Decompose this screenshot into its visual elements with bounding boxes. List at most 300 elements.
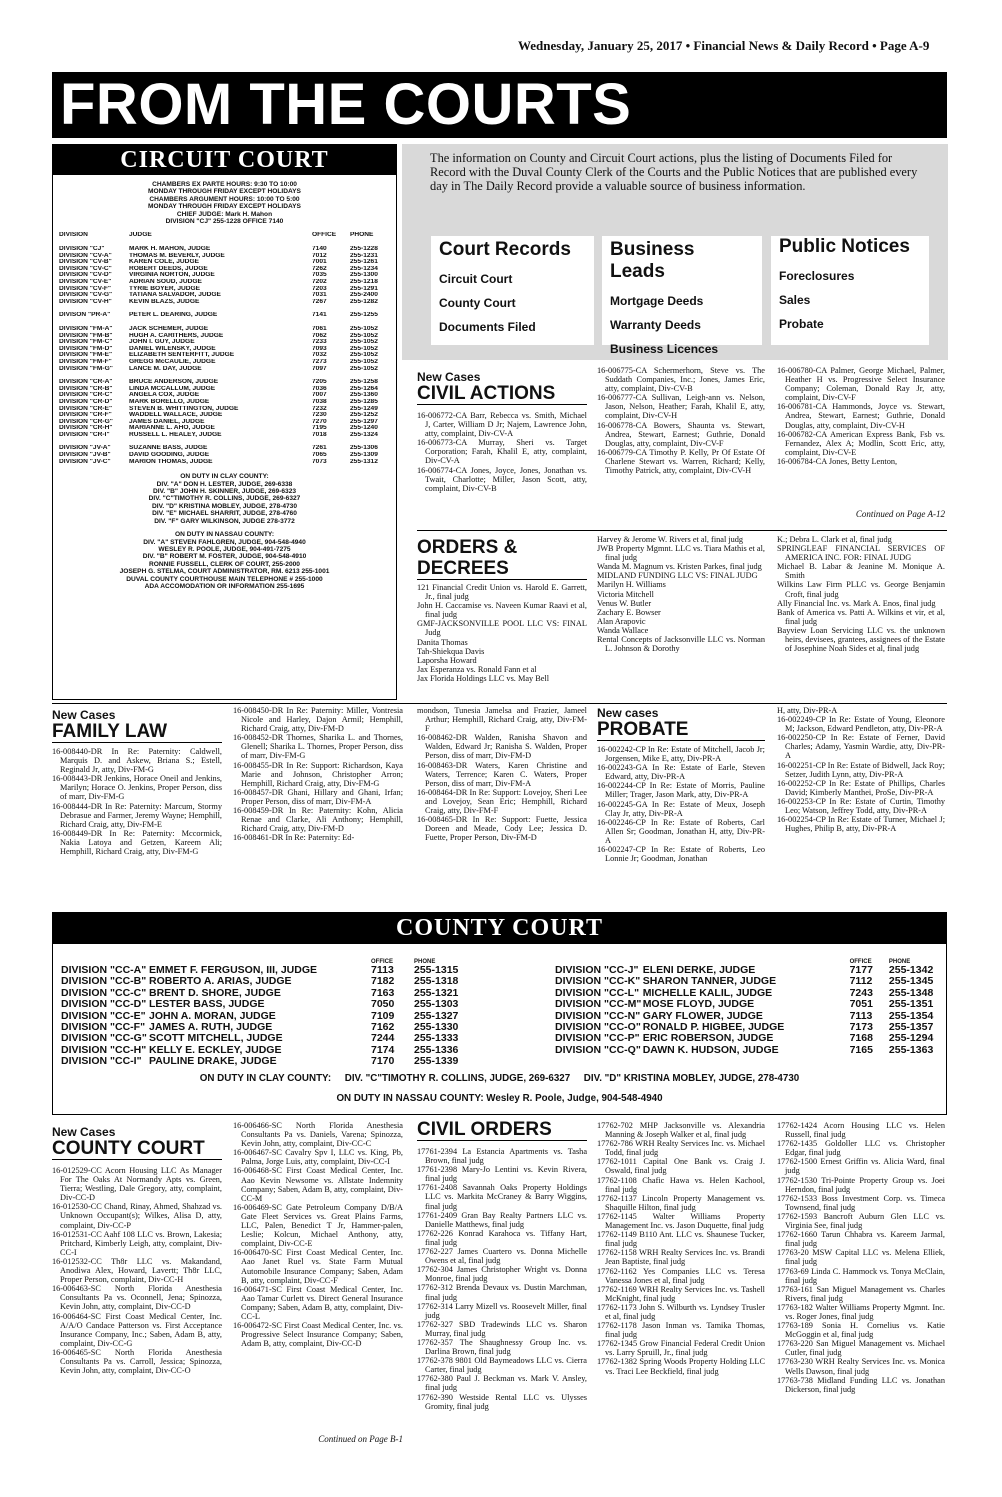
section-title: CIVIL ORDERS [417,1120,587,1141]
text-line: DUVAL COUNTY COURTHOUSE MAIN TELEPHONE # 255-1000 [126,575,323,583]
table-row [59,392,389,399]
table-cell: MARK BORELLO, JUDGE [129,398,210,405]
probate-header [597,706,765,741]
table-cell: 7038 [312,398,327,405]
case-entry: 16-006470-SC First Coast Medical Center, Inc. Aao Janet Ruel vs. State Farm Mutual Automobile Insurance Company; Saben, Adam B, atty, complaint, Div-CC-F [233,1248,403,1285]
county-court-title: COUNTY COURT [53,913,946,944]
table-cell: DIVISION "CC-E" [61,1009,146,1022]
table-cell: PAULINE DRAKE, JUDGE [149,1055,277,1068]
case-entry: MIDLAND FUNDING LLC VS: FINAL JUDG [597,571,758,581]
table-cell: 7170 [371,1055,395,1068]
table-cell: 7165 [849,1043,873,1056]
table-cell: THOMAS M. BEVERLY, JUDGE [129,252,225,259]
case-entry: 17763-161 San Miguel Management vs. Charles Rivers, final judg [777,1284,945,1303]
card-item: Foreclosures [779,269,855,283]
section-kicker: New Cases [52,708,116,722]
table-row [61,1056,474,1067]
case-entry: 17761-2398 Mary-Jo Lentini vs. Kevin Rivera, final judg [417,1165,587,1184]
table-cell: 255-1315 [414,964,459,976]
case-entry: Bayview Loan Servicing LLC vs. the unknown heirs, devisees, grantees, assignees of the Estate of Josephine Noah Sides et al, final judg [777,625,945,654]
case-entry: 17762-1145 Walter Williams Property Management Inc. vs. Jason Duquette, final judg [597,1211,765,1231]
probate-col-2 [777,706,945,906]
card-business-leads [602,236,762,356]
table-row [59,432,389,439]
case-entry: 16-006772-CA Barr, Rebecca vs. Smith, Michael J, Carter, William D Jr; Najem, Lawrence John, atty, complaint, Div-CV-A [417,411,587,439]
table-cell: DIVISION "JV-B" [59,452,111,459]
case-entry: 17762-1533 Boss Investment Corp. vs. Timeca Townsend, final judg [777,1193,945,1212]
table-cell: JAMES DANIEL, JUDGE [129,418,205,425]
table-row [59,286,389,293]
case-entry: Zachary E. Bowser [597,607,661,617]
case-entry: 16-008444-DR In Re: Paternity: Marcum, Stormy Debrasue and Farmer, Jeremy Wayne; Hemphill, Richard Craig, atty, Div-FM-E [52,801,222,829]
text-line: DIV. "A" DON H. LESTER, JUDGE, 269-6338 [156,480,293,488]
table-cell: 255-1363 [888,1043,934,1056]
text-line: DIV. "C"TIMOTHY R. COLLINS, JUDGE, 269-6327 [148,495,301,503]
table-cell: DIVISION "FM-A" [59,325,113,332]
case-entry: Alan Arapovic [597,616,646,626]
civil-actions-col-3 [777,366,945,506]
case-entry: 16-008459-DR In Re: Paternity: Kohn, Alicia Renae and Clarke, Ali Anthony; Hemphill, Richard Craig, atty, Div-FM-D [233,806,403,834]
case-entry: 17762-1345 Grow Financial Federal Credit Union vs. Larry Spruill, Jr., final judg [597,1339,765,1358]
case-entry: 16-006469-SC Gate Petroleum Company D/B/A Gate Fleet Services vs. Great Plains Farms, LLC, Palen, Benedict T Jr, Hammer-palen, Leslie; Kolcun, Michael Anthony, atty, complaint, Div-CC-E [233,1202,403,1249]
text-line: CHIEF JUDGE: Mark H. Mahon [176,210,273,218]
case-entry: K.; Debra L. Clark et al, final judg [777,535,892,544]
table-cell: ANGELA COX, JUDGE [129,392,200,399]
table-cell: DIVISION "CV-G" [59,292,113,299]
table-cell: BRUCE ANDERSON, JUDGE [129,379,219,386]
table-row [59,333,389,340]
case-entry: 16-008461-DR In Re: Paternity: Ed- [233,833,355,843]
table-row [59,359,389,366]
card-court-records [431,236,594,345]
case-entry: 16-006780-CA Palmer, George Michael, Palmer, Heather H vs. Progressive Select Insurance Company; Coleman, Donald Ray Jr, atty, complaint, Div-CV-F [777,366,945,403]
case-entry: 16-002247-CP In Re: Estate of Roberts, Leo Lonnie Jr; Goodman, Jonathan [597,845,765,864]
table-cell: 7141 [312,312,327,319]
table-cell: 7262 [312,265,327,272]
case-entry: Ally Financial Inc. vs. Mark A. Enos, final judg [777,598,936,608]
case-entry: 16-006464-SC First Coast Medical Center, Inc. A/A/O Candace Patterson vs. First Acceptance Insurance Company, Inc.; Saben, Adam B, atty, complaint, Div-CC-G [52,1311,222,1348]
table-row [59,419,389,426]
case-entry: 17762-1173 John S. Wilburth vs. Lyndsey Trusler et al, final judg [597,1302,765,1321]
table-cell: EMMET F. FERGUSON, III, JUDGE [149,964,318,976]
county-cases-col-2 [233,1121,403,1431]
case-entry: 17762-1178 Jason Inman vs. Tamika Thomas, final judg [597,1321,765,1340]
case-entry: 16-006465-SC North Florida Anesthesia Consultants Pa vs. Carroll, Jessica; Spinozza, Kevin John, atty, complaint, Div-CC-O [52,1347,222,1376]
text-line: RONNIE FUSSELL, CLERK OF COURT, 255-2000 [149,560,300,568]
table-cell: RONALD P. HIGBEE, JUDGE [642,1021,785,1034]
civil-orders-col-1 [417,1147,587,1472]
case-entry: 16-008465-DR In Re: Support: Fuette, Jessica Doreen and Meade, Cody Lee; Jessica D. Fuette, Proper Person, Div-FM-D [417,815,587,843]
table-cell: KELLY E. ECKLEY, JUDGE [149,1043,282,1056]
text-line: WESLEY R. POOLE, JUDGE, 904-491-7275 [158,545,291,553]
case-entry: mondson, Tunesia Jamelsa and Frazier, Jameel Arthur; Hemphill, Richard Craig, atty, Div-FM-F [417,706,587,734]
table-cell: 7062 [312,332,327,339]
case-entry: 16-006777-CA Sullivan, Leigh-ann vs. Nelson, Jason, Nelson, Heather; Farah, Khalil E, atty, complaint, Div-CV-H [597,393,765,421]
circuit-court-box [52,144,397,700]
column-header: OFFICE [371,959,393,965]
table-cell: 255-1297 [350,418,378,425]
table-cell: DAWN K. HUDSON, JUDGE [642,1043,779,1056]
case-entry: JWB Property Mgmnt. LLC vs. Tiara Mathis et al, final judg [597,544,765,563]
table-cell: 255-1255 [350,312,378,319]
civil-actions-header [417,370,587,405]
case-entry: 17762-1169 WRH Realty Services Inc. vs. Tashell McKnight, final judg [597,1284,765,1303]
case-entry: Rental Concepts of Jacksonville LLC vs. Norman L. Johnson & Dorothy [597,635,765,654]
table-cell: ELENI DERKE, JUDGE [642,964,756,976]
case-entry: 17763-69 Linda C. Hammock vs. Tonya McClain, final judg [777,1266,945,1285]
card-item: Business Licences [610,342,719,356]
table-row [59,272,389,279]
case-entry: 16-008452-DR Thornes, Sharika L. and Thornes, Glenell; Sharika L. Thornes, Proper Person, diss of marr, Div-FM-G [233,733,403,761]
case-entry: Tah-Shiekqua Davis [417,646,485,656]
table-cell: 255-1052 [350,325,378,332]
table-cell: 255-1231 [350,252,378,259]
table-cell: 255-1052 [350,358,378,365]
table-cell: JOHN A. MORAN, JUDGE [149,1009,276,1022]
table-cell: TATIANA SALVADOR, JUDGE [129,292,221,299]
case-entry: 17762-1382 Spring Woods Property Holding LLC vs. Traci Lee Beckfield, final judg [597,1357,765,1376]
text-line: JOSEPH G. STELMA, COURT ADMINISTRATOR, RM. 6213 255-1001 [119,568,330,576]
table-cell: 7113 [371,964,394,976]
case-entry: 16-006471-SC First Coast Medical Center, Inc. Aao Tamar Curlett vs. Direct General Insurance Company; Saben, Adam B, atty, complaint, Div-CC-L [233,1284,403,1321]
table-cell: 7244 [371,1032,395,1045]
table-cell: 7261 [312,445,327,452]
case-entry: Harvey & Jerome W. Rivers et al, final judg [597,535,744,544]
case-entry: 16-006779-CA Timothy P. Kelly, Pr Of Estate Of Charlene Stewart vs. Warren, Richard; Kelly, Timothy Patrick, atty, complaint, Div-CV-H [597,447,765,476]
case-entry: 16-002242-CP In Re: Estate of Mitchell, Jacob Jr; Jorgensen, Mike E, atty, Div-PR-A [597,745,765,764]
table-cell: DIVISION "CC-G" [61,1032,147,1045]
table-cell: DIVISION "FM-G" [59,365,113,372]
table-cell: 7168 [849,1032,873,1045]
civil-orders-header [417,1120,587,1141]
case-entry: 17763-220 San Miguel Management vs. Michael Cutler, final judg [777,1339,945,1358]
table-cell: DIVISION "FM-F" [59,358,112,365]
section-title: FAMILY LAW [52,722,222,743]
case-entry: H, atty, Div-PR-A [777,706,838,715]
table-row [59,412,389,419]
table-cell: 7267 [312,298,327,305]
case-entry: Marilyn H. Williams [597,580,666,590]
table-cell: TYRIE BOYER, JUDGE [129,285,201,292]
text-line: ON DUTY IN CLAY COUNTY: [180,473,269,481]
case-entry: 16-008449-DR In Re: Paternity: Mccormick, Nakia Latoya and Getzen, Kareem Ali; Hemphill, Richard Craig, atty, Div-FM-G [52,828,222,857]
case-entry: 16-006781-CA Hammonds, Joyce vs. Stewart, Andrea, Stewart, Earnest; Guthrie, Donald Douglas, atty, complaint, Div-CV-H [777,402,945,430]
table-row [59,346,389,353]
orders-col-2 [597,535,765,695]
section-title: PROBATE [597,720,765,741]
table-cell: ELIZABETH SENTERFITT, JUDGE [129,352,235,359]
case-entry: 16-006472-SC First Coast Medical Center, Inc. vs. Progressive Select Insurance Company; Saben, Adam B, atty, complaint, Div-CC-D [233,1321,403,1349]
case-entry: 17762-1424 Acorn Housing LLC vs. Helen Russell, final judg [777,1121,945,1140]
table-cell: DIVISION "CC-K" [555,975,641,988]
table-cell: JAMES A. RUTH, JUDGE [149,1021,273,1034]
text-line: DIV. "B" ROBERT M. FOSTER, JUDGE, 904-548-4910 [142,553,307,561]
case-entry: 16-008463-DR Waters, Karen Christine and Waters, Terrence; Karen C. Waters, Proper Person, diss of marr, Div-FM-A [417,760,587,788]
column-header: OFFICE [849,959,872,965]
table-cell: MICHELLE KALIL, JUDGE [642,986,773,999]
table-cell: 7031 [312,292,327,299]
table-cell: 255-1309 [350,452,378,459]
table-cell: SCOTT MITCHELL, JUDGE [149,1032,283,1045]
table-cell: DIVISION "CC-I" [61,1055,142,1068]
case-entry: 17761-2409 Gran Bay Realty Partners LLC vs. Danielle Matthews, final judg [417,1210,587,1229]
case-entry: 17762-314 Larry Mizell vs. Roosevelt Miller, final judg [417,1301,587,1320]
table-cell: ROBERTO A. ARIAS, JUDGE [149,975,292,988]
text-line: DIV. "A" STEVEN FAHLGREN, JUDGE, 904-548-4940 [143,538,306,546]
case-entry: 17762-304 James Christopher Wright vs. Donna Monroe, final judg [417,1265,587,1284]
case-entry: 17762-378 9801 Old Baymeadows LLC vs. Cierra Carter, final judg [417,1356,587,1375]
table-cell: 255-1342 [888,964,934,976]
table-cell: DIVISION "CR-E" [59,405,113,412]
table-cell: 255-1218 [350,279,378,285]
table-cell: 255-1336 [414,1043,459,1056]
case-entry: 16-012531-CC Aahf 108 LLC vs. Brown, Lakesia; Pritchard, Kimberly Leigh, atty, complaint, Div-CC-I [52,1229,222,1257]
case-entry: 16-006773-CA Murray, Sheri vs. Target Corporation; Farah, Khalil E, atty, complaint, Div-CV-A [417,438,587,466]
case-entry: 16-002253-CP In Re: Estate of Curtin, Timothy Leo; Watson, Jeffrey Todd, atty, Div-PR-A [777,796,945,816]
case-entry: 17762-1500 Ernest Griffin vs. Alicia Ward, final judg [777,1157,945,1176]
table-row [555,1045,946,1056]
table-cell: 255-1321 [414,986,459,999]
table-cell: 7093 [312,345,327,352]
table-row [59,445,389,452]
table-row [59,279,389,286]
table-cell: DIVISION "CV-F" [59,285,112,292]
text-line: DIV. "B" JOHN H. SKINNER, JUDGE, 269-6323 [152,488,297,496]
table-cell: DIVISION "FM-C" [59,339,113,346]
table-cell: PETER L. DEARING, JUDGE [129,312,218,319]
table-cell: STEVEN B. WHITTINGTON, JUDGE [129,405,239,412]
table-cell: DIVISION "CJ" [59,246,105,253]
orders-col-1 [417,583,587,695]
text-line: ON DUTY IN NASSAU COUNTY: [174,531,275,539]
table-cell: DIVISION "CR-C" [59,392,113,399]
text-line: DIVISION "CJ" 255-1228 OFFICE 7140 [165,218,284,226]
table-cell: DIVISION "FM-E" [59,352,113,359]
section-kicker: New cases [597,706,659,720]
family-rule [52,703,947,704]
column-header: JUDGE [129,232,152,239]
table-cell: ERIC ROBERSON, JUDGE [642,1032,774,1045]
circuit-court-title: CIRCUIT COURT [53,145,396,175]
clay-duty-block [53,473,396,525]
table-cell: 255-1351 [888,998,934,1011]
table-cell: 7012 [312,252,327,259]
table-cell: DIVISION "CV-D" [59,272,112,279]
case-entry: 16-008440-DR In Re: Paternity: Caldwell, Marquis D. and Askew, Briana S.; Estell, Reginald Jr, atty, Div-FM-G [52,747,222,775]
case-entry: 16-002250-CP In Re: Estate of Ferner, David Charles; Adamy, Yasmin Wardie, atty, Div-PR-A [777,733,945,761]
case-entry: 16-002244-CP In Re: Estate of Morris, Pauline Miller; Trager, Jason Mark, atty, Div-PR-A [597,781,765,800]
table-cell: 255-1333 [414,1032,459,1045]
table-cell: DIVISION "CC-Q" [555,1043,641,1056]
case-entry: 17762-1435 Goldoller LLC vs. Christopher Edgar, final judg [777,1139,945,1158]
table-cell: DIVISION "CR-G" [59,418,113,425]
case-entry: 17762-380 Paul J. Beckman vs. Mark V. Ansley, final judg [417,1374,587,1393]
table-cell: 255-1330 [414,1021,459,1034]
card-item: County Court [439,296,516,310]
text-line: DIV. "D" KRISTINA MOBLEY, JUDGE, 278-4730 [151,502,297,510]
case-entry: Wanda M. Magnum vs. Kristen Parkes, final judg [597,562,762,572]
case-entry: 17762-1162 Yes Companies LLC vs. Teresa Vanessa Jones et al, final judg [597,1266,765,1285]
text-line: MONDAY THROUGH FRIDAY EXCEPT HOLIDAYS [148,203,301,211]
table-cell: 7140 [312,246,327,253]
masthead: FROM THE COURTS [52,72,947,138]
table-cell: 255-1282 [350,298,378,305]
table-cell: MARION THOMAS, JUDGE [129,458,213,465]
table-cell: 7065 [312,452,327,459]
card-item: Mortgage Deeds [610,294,704,308]
table-cell: MARIANNE L. AHO, JUDGE [129,425,215,432]
table-cell: 255-1258 [350,379,378,386]
table-cell: DIVISION "CC-D" [61,998,147,1011]
table-cell: WADDELL WALLACE, JUDGE [129,412,223,419]
table-cell: GREGG McCAULIE, JUDGE [129,358,216,365]
table-row [59,253,389,260]
civil-orders-col-3 [777,1121,945,1471]
case-entry: 17762-227 James Cuartero vs. Donna Michelle Owens et al, final judg [417,1247,587,1266]
case-entry: 16-006467-SC Cavalry Spv I, LLC vs. King, Pb, Palma, Jorge Luis, atty, complaint, Div-CC-I [233,1148,403,1167]
table-cell: 7032 [312,352,327,359]
table-cell: 7230 [312,412,327,419]
table-cell: 7195 [312,425,327,432]
case-entry: 16-002243-GA In Re: Estate of Earle, Steven Edward, atty, Div-PR-A [597,763,765,782]
case-entry: 17762-312 Brenda Devaux vs. Dustin Marchman, final judg [417,1283,587,1302]
table-cell: SHARON TANNER, JUDGE [642,975,777,988]
table-cell: 7001 [312,259,327,266]
case-entry: 17762-702 MHP Jacksonville vs. Alexandria Manning & Joseph Walker et al, final judg [597,1121,765,1140]
table-cell: 7061 [312,325,327,332]
case-entry: 17762-1530 Tri-Pointe Property Group vs. Joei Herndon, final judg [777,1175,945,1194]
table-cell: 7174 [371,1043,395,1056]
card-heading: Court Records [439,239,571,260]
table-cell: DIVISION "CC-J" [555,964,639,976]
table-cell: 7202 [312,279,327,285]
table-cell: JACK SCHEMER, JUDGE [129,325,209,332]
table-cell: 7112 [849,975,873,988]
table-cell: MARK H. MAHON, JUDGE [129,246,211,253]
table-cell: 7036 [312,385,327,392]
card-item: Documents Filed [439,320,536,334]
section-kicker: New Cases [417,370,481,384]
section-kicker: New Cases [52,1125,116,1139]
card-item: Probate [779,317,824,331]
case-entry: 17762-1011 Capital One Bank vs. Craig J. Oswald, final judg [597,1157,765,1176]
table-cell: 7035 [312,272,327,279]
table-cell: 7007 [312,392,327,399]
case-entry: Wanda Wallace [597,625,649,635]
table-cell: 255-1300 [350,272,378,279]
table-cell: DIVISION "CR-A" [59,379,113,386]
case-entry: 16-002249-CP In Re: Estate of Young, Eleonore M; Jackson, Edward Pendleton, atty, Div-PR-A [777,715,945,734]
table-cell: 7233 [312,339,327,346]
text-line: DIV. "E" MICHAEL SHARRIT, JUDGE, 278-4760 [152,510,297,518]
table-cell: 7205 [312,379,327,386]
county-clay-duty: ON DUTY IN CLAY COUNTY: DIV. "C"TIMOTHY R. COLLINS, JUDGE, 269-6327 DIV. "D" KRISTINA MOBLEY, JUDGE, 278-4730 [199,1073,800,1084]
case-entry: 17762-1660 Tarun Chhabra vs. Kareem Jarmal, final judg [777,1230,945,1249]
case-entry: 16-008464-DR In Re: Support: Lovejoy, Sheri Lee and Lovejoy, Sean Eric; Hemphill, Richard Craig, atty, Div-FM-F [417,787,587,816]
case-entry: Laporsha Howard [417,655,477,665]
table-cell: 7177 [849,964,873,976]
table-row [59,379,389,386]
table-cell: DIVISION "CV-B" [59,259,112,266]
table-cell: 7232 [312,405,327,412]
table-cell: DIVISION "CR-D" [59,398,113,405]
table-cell: DIVISION "CC-P" [555,1032,640,1045]
table-cell: MOSE FLOYD, JUDGE [642,998,755,1011]
table-cell: 7109 [371,1009,395,1022]
card-item: Warranty Deeds [610,318,701,332]
table-cell: LANCE M. DAY, JUDGE [129,365,202,372]
table-row [59,339,389,346]
table-cell: DIVISION "CV-A" [59,252,112,259]
table-cell: 255-1261 [350,259,378,266]
column-header: PHONE [888,959,911,965]
text-line: MONDAY THROUGH FRIDAY EXCEPT HOLIDAYS [148,188,301,196]
table-cell: 255-1249 [350,405,378,412]
table-row [59,292,389,299]
table-cell: 255-1291 [350,285,378,292]
case-entry: 16-002254-CP In Re: Estate of Turner, Michael J; Hughes, Philip B, atty, Div-PR-A [777,815,945,834]
table-row [59,425,389,432]
case-entry: 16-002246-CP In Re: Estate of Roberts, Carl Allen Sr; Goodman, Jonathan H, atty, Div-PR-A [597,817,765,845]
table-cell: 255-1318 [414,975,459,988]
case-entry: 17762-390 Westside Rental LLC vs. Ulysses Gromity, final judg [417,1392,587,1411]
table-cell: DIVISION "CC-M" [555,998,642,1011]
table-row [59,406,389,413]
case-entry: Danita Thomas [417,637,468,647]
case-entry: 17763-230 WRH Realty Services Inc. vs. Monica Wells Dawson, final judg [777,1357,945,1376]
family-law-col-3 [417,706,587,906]
table-cell: 255-1264 [350,385,378,392]
case-entry: GMF-JACKSONVILLE POOL LLC VS: FINAL Judg [417,619,587,638]
table-cell: 7243 [849,986,873,999]
case-entry: 16-006466-SC North Florida Anesthesia Consultants Pa vs. Daniels, Varena; Spinozza, Kevin John, atty, complaint, Div-CC-C [233,1121,403,1149]
table-cell: VIRGINIA NORTON, JUDGE [129,272,215,279]
case-entry: 17763-20 MSW Capital LLC vs. Melena Elliek, final judg [777,1248,945,1267]
case-entry: 17761-2394 La Estancia Apartments vs. Tasha Brown, final judg [417,1147,587,1166]
orders-rule [417,530,947,531]
card-public-notices [771,236,929,345]
case-entry: 16-006778-CA Bowers, Shaunta vs. Stewart, Andrea, Stewart, Earnest; Guthrie, Donald Douglas, atty, complaint, Div-CV-F [597,420,765,448]
table-cell: 255-1345 [888,975,934,988]
table-row [59,386,389,393]
case-entry: 16-012529-CC Acorn Housing LLC As Manager For The Oaks At Normandy Apts vs. Green, Tierra; Westling, Dale Gregory, atty, complaint, Div-CC-D [52,1166,222,1203]
case-entry: 16-008455-DR In Re: Support: Richardson, Kaya Marie and Johnson, Christopher Arron; Hemphill, Richard Craig, atty, Div-FM-G [233,760,403,788]
table-cell: 255-1234 [350,265,378,272]
table-cell: 255-1052 [350,365,378,372]
case-entry: 17762-327 SBD Tradewinds LLC vs. Sharon Murray, final judg [417,1319,587,1338]
case-entry: 17763-189 Sonia H. Cornelius vs. Katie McGoggin et al, final judg [777,1321,945,1340]
table-row [59,326,389,333]
county-nassau-duty: ON DUTY IN NASSAU COUNTY: Wesley R. Poole, Judge, 904-548-4940 [336,1093,663,1104]
table-cell: DIVISION "CC-C" [61,986,147,999]
table-cell: DANIEL WILENSKY, JUDGE [129,345,216,352]
table-cell: DIVISION "FM-D" [59,345,113,352]
table-cell: 255-1294 [888,1032,934,1045]
table-cell: 255-1312 [350,458,378,465]
table-cell: KAREN COLE, JUDGE [129,259,199,266]
table-cell: ROBERT DEEDS, JUDGE [129,265,208,272]
table-row [59,312,389,319]
table-cell: DIVISION "CC-A" [61,964,147,976]
table-cell: 255-1240 [350,425,378,432]
table-cell: 7051 [849,998,873,1011]
nassau-duty-block [53,531,396,590]
civil-actions-col-2 [597,366,765,524]
case-entry: 16-006782-CA American Express Bank, Fsb vs. Fernandez, Alex A; Modlin, Scott Eric, atty, complaint, Div-CV-E [777,429,945,457]
table-cell: JOHN I. GUY, JUDGE [129,339,195,346]
table-cell: DAVID GOODING, JUDGE [129,452,210,459]
family-law-header [52,708,222,743]
